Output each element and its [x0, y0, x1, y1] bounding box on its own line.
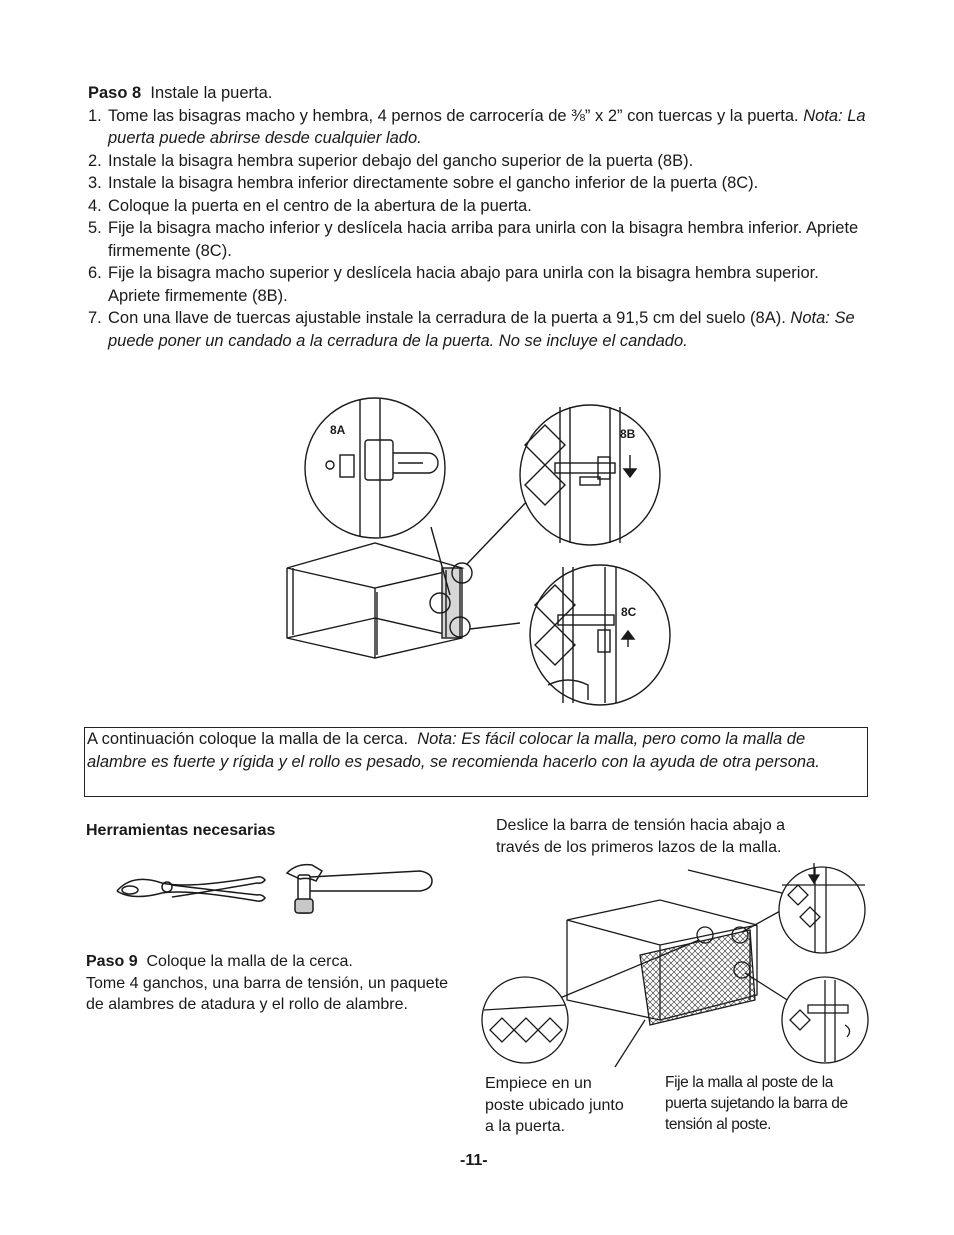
step8-heading: [88, 82, 868, 105]
caption-slide-tension-bar: Deslice la barra de tensión hacia abajo a través de los primeros lazos de la malla.: [496, 817, 786, 856]
figure-9-mesh-install: [470, 855, 870, 1070]
note-box-text: A continuación coloque la malla de la cerca.: [87, 730, 409, 748]
step8-item-text: Instale la bisagra hembra superior debajo del gancho superior de la puerta (8B).: [108, 151, 694, 170]
step8-list: [88, 105, 868, 353]
step8-title: Paso 8: [88, 84, 142, 102]
kennel-mesh-illustration: [567, 900, 757, 1025]
step8-item: [88, 172, 868, 195]
step8-item-number: 5.: [88, 219, 102, 237]
caption-attach-mesh: Fije la malla al poste de la puerta sujetando la barra de tensión al poste.: [665, 1074, 848, 1133]
step8-item-note: Nota: La puerta puede abrirse desde cualquier lado.: [108, 106, 866, 147]
step8-item-number: 3.: [88, 174, 102, 192]
step9-body: Tome 4 ganchos, una barra de tensión, un paquete de alambres de atadura y el rollo de alambre.: [86, 974, 449, 1013]
figure-8-gate-install: [280, 385, 680, 710]
label-8c: 8C: [621, 605, 637, 619]
note-box: [84, 727, 868, 797]
step8-item-text: Tome las bisagras macho y hembra, 4 pernos de carrocería de ⅜” x 2” con tuercas y la puerta.: [108, 106, 799, 125]
page-number: -11-: [460, 1152, 488, 1169]
detail-start-post: [482, 977, 568, 1063]
detail-8b-upper-hinge: [520, 405, 660, 545]
detail-8c-lower-hinge: [530, 565, 670, 705]
label-8b: 8B: [620, 427, 636, 441]
caption-start-at-post: Empiece en un poste ubicado junto a la puerta.: [485, 1075, 624, 1135]
label-8a: 8A: [330, 423, 346, 437]
pliers-icon: [117, 877, 265, 901]
step8-item-number: 1.: [88, 106, 102, 125]
step8-item: [88, 195, 868, 218]
step9-title: Paso 9: [86, 953, 138, 970]
step8-item-note: Nota: Se puede poner un candado a la cerradura de la puerta. No se incluye el candado.: [108, 309, 855, 350]
step8-item: [88, 105, 868, 150]
step9-instruction: Coloque la malla de la cerca.: [146, 953, 353, 970]
step8-instruction: Instale la puerta.: [150, 84, 273, 102]
tools-illustration: [112, 855, 442, 917]
note-box-note: Nota: Es fácil colocar la malla, pero como la malla de alambre es fuerte y rígida y el rollo es pesado, se recomienda hacerlo con la ayuda de otra persona.: [87, 730, 820, 771]
hammer-icon: [287, 865, 432, 913]
step8-item-number: 2.: [88, 151, 102, 170]
step8-item-text: Instale la bisagra hembra inferior directamente sobre el gancho inferior de la puerta (8C).: [108, 174, 759, 192]
step8-item-number: 7.: [88, 309, 102, 327]
tools-heading: Herramientas necesarias: [86, 822, 276, 839]
step8-item-text: Fije la bisagra macho inferior y deslícela hacia arriba para unirla con la bisagra hembra inferior. Apriete firmemente (8C).: [108, 219, 859, 260]
step8-item-number: 6.: [88, 264, 102, 282]
step8-item-text: Con una llave de tuercas ajustable instale la cerradura de la puerta a 91,5 cm del suelo (8A).: [108, 309, 786, 327]
detail-8a-latch: [305, 398, 445, 538]
step8-item: [88, 262, 868, 307]
detail-attach-mesh: [782, 977, 868, 1063]
step8-item-number: 4.: [88, 196, 102, 215]
step8-item: [88, 307, 868, 352]
kennel-illustration: [287, 543, 462, 658]
step8-item: [88, 150, 868, 173]
step8-item-text: Fije la bisagra macho superior y deslícela hacia abajo para unirla con la bisagra hembra superior. Apriete firmemente (8B).: [108, 264, 819, 305]
step8-item-text: Coloque la puerta en el centro de la abertura de la puerta.: [108, 196, 532, 215]
detail-tension-bar: [779, 863, 865, 953]
step9-section: [86, 951, 458, 1016]
step8-section: [88, 82, 868, 352]
step8-item: [88, 217, 868, 262]
